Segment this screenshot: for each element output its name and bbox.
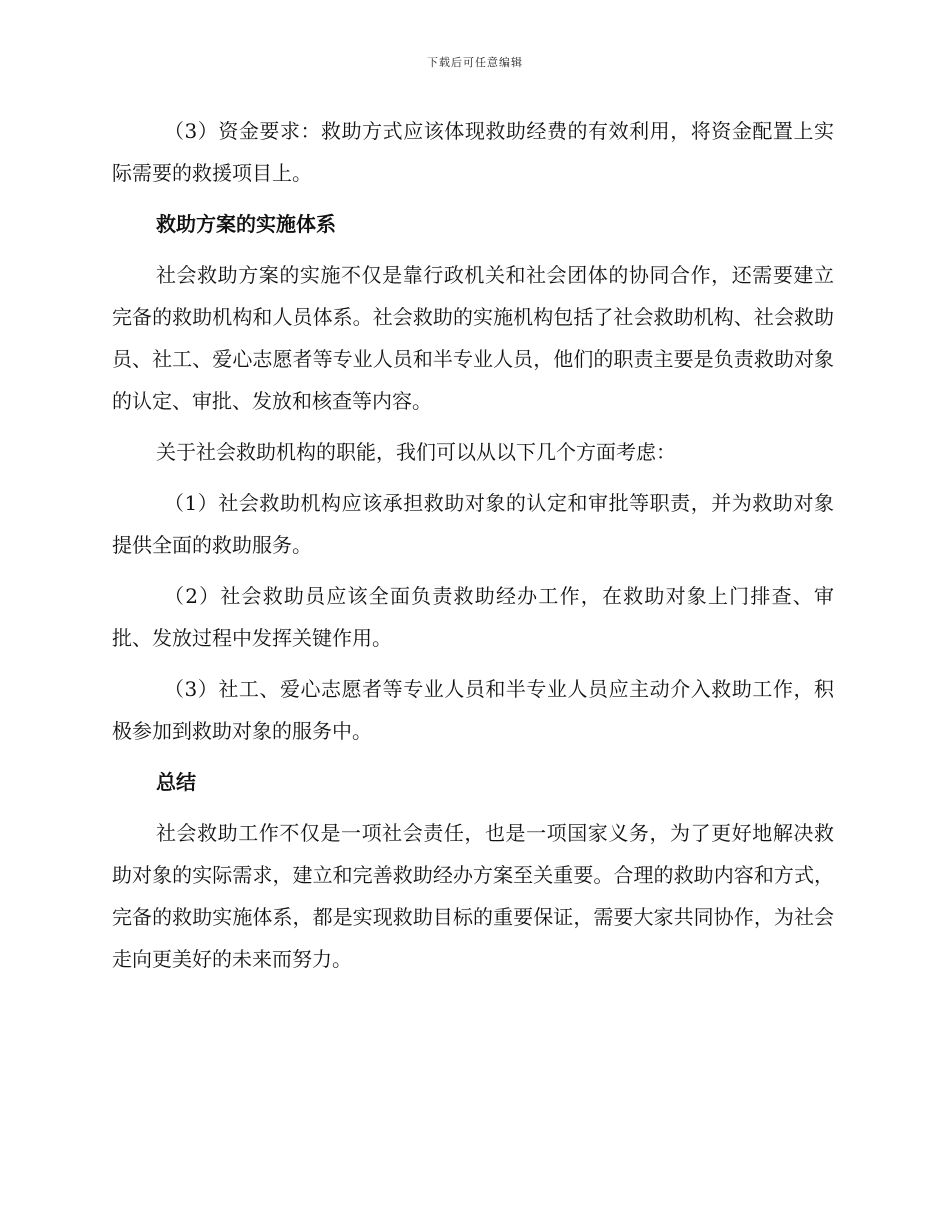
section-heading-summary: 总结 xyxy=(156,770,196,794)
functions-intro-paragraph: 关于社会救助机构的职能，我们可以从以下几个方面考虑： xyxy=(156,440,676,464)
section-heading-implementation: 救助方案的实施体系 xyxy=(156,212,336,236)
implementation-paragraph: 社会救助方案的实施不仅是靠行政机关和社会团体的协同合作，还需要建立完备的救助机构和人员体系。社会救助的实施机构包括了社会救助机构、社会救助员、社工、爱心志愿者等专业人员和半专业人员，他们的职责主要是负责救助对象的认定、审批、发放和核查等内容。 xyxy=(112,263,834,413)
document-body xyxy=(112,110,834,989)
function-item-2: （2）社会救助员应该全面负责救助经办工作，在救助对象上门排查、审批、发放过程中发挥关键作用。 xyxy=(112,584,834,650)
function-item-1: （1）社会救助机构应该承担救助对象的认定和审批等职责，并为救助对象提供全面的救助服务。 xyxy=(112,491,834,557)
page-header: 下载后可任意编辑 xyxy=(427,56,523,69)
function-item-3: （3）社工、爱心志愿者等专业人员和半专业人员应主动介入救助工作，积极参加到救助对象的服务中。 xyxy=(112,677,834,743)
summary-paragraph: 社会救助工作不仅是一项社会责任，也是一项国家义务，为了更好地解决救助对象的实际需求，建立和完善救助经办方案至关重要。合理的救助内容和方式，完备的救助实施体系，都是实现救助目标的重要保证，需要大家共同协作，为社会走向更美好的未来而努力。 xyxy=(112,821,834,971)
funding-requirement-item: （3）资金要求：救助方式应该体现救助经费的有效利用，将资金配置上实际需要的救援项目上。 xyxy=(112,119,834,185)
